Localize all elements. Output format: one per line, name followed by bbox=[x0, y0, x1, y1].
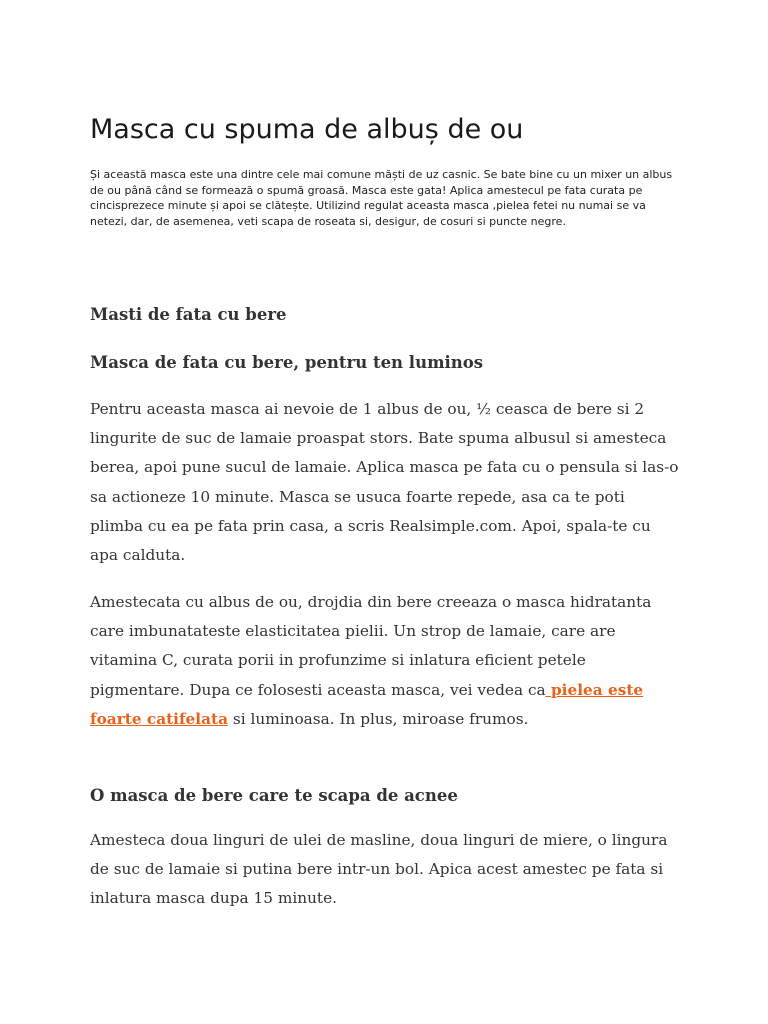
recipe-paragraph-acne: Amesteca doua linguri de ulei de masline, doua linguri de miere, o lingura de suc de lamaie si putina bere intr-un bol. Apica acest amestec pe fata si inlatura masca dupa 15 minute. bbox=[90, 831, 668, 908]
subsection-heading-acne: O masca de bere care te scapa de acnee bbox=[90, 786, 458, 805]
section-heading: Masti de fata cu bere bbox=[90, 305, 287, 324]
article-title: Masca cu spuma de albuș de ou bbox=[90, 114, 524, 145]
velvety-skin-link[interactable]: pielea este foarte catifelata bbox=[90, 680, 644, 728]
subsection-heading-luminous: Masca de fata cu bere, pentru ten luminos bbox=[90, 353, 484, 372]
intro-paragraph: Și această masca este una dintre cele mai comune măști de uz casnic. Se bate bine cu un mixer un albus de ou până când se formează o spumă groasă. Masca este gata! Aplica amestecul pe fata curata pe cincisprezece minute și apoi se clătește. Utilizind regulat aceasta masca ,pielea fetei nu numai se va netezi, dar, de asemenea, veti scapa de roseata si, desigur, de cosuri si puncte negre. bbox=[90, 168, 673, 228]
benefits-text-before-link: Amestecata cu albus de ou, drojdia din bere creeaza o masca hidratanta care imbunatateste elasticitatea pielii. Un strop de lamaie, care are vitamina C, curata porii in profunzime si inlatura eficient petele pigmentare. Dupa ce folosesti aceasta masca, vei vedea ca bbox=[90, 593, 652, 699]
recipe-paragraph-luminous: Pentru aceasta masca ai nevoie de 1 albus de ou, ½ ceasca de bere si 2 lingurite de suc de lamaie proaspat stors. Bate spuma albusul si amesteca berea, apoi pune sucul de lamaie. Aplica masca pe fata cu o pensula si las-o sa actioneze 10 minute. Masca se usuca foarte repede, asa ca te poti plimba cu ea pe fata prin casa, a scris Realsimple.com. Apoi, spala-te cu apa calduta. bbox=[90, 400, 679, 565]
benefits-paragraph bbox=[90, 588, 680, 734]
benefits-text-after-link: si luminoasa. In plus, miroase frumos. bbox=[228, 709, 529, 728]
